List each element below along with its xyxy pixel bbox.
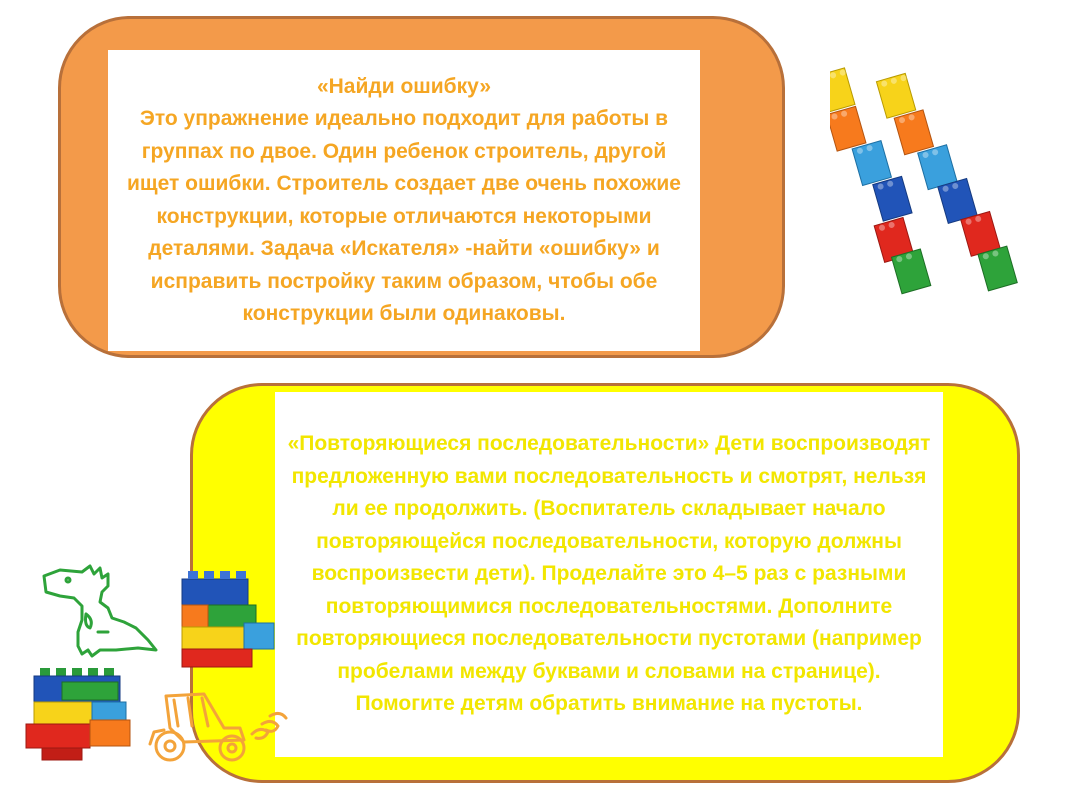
exercise-description: Это упражнение идеально подходит для работы в группах по двое. Один ребенок строитель, другой ищет ошибки. Строитель создает две очень похожие конструкции, которые отличаются некоторыми деталями. Задача «Искателя» -найти «ошибку» и исправить постройку таким образом, чтобы обе конструкции были одинаковы. [127,107,681,325]
exercise-description: «Повторяющиеся последовательности» Дети воспроизводят предложенную вами последовательность и смотрят, нельзя ли ее продолжить. (Воспитатель складывает начало повторяющейся последовательности, которую должны воспроизвести дети). Проделайте это 4–5 раз с разными повторяющимися последовательностями. Дополните повторяющиеся последовательности пустотами (например пробелами между буквами и словами на странице). Помогите детям обратить внимание на пустоты. [287,432,931,716]
exercise-title: «Найди ошибку» [316,74,492,98]
lego-strip-icon [830,55,1020,300]
lego-stack-icon [22,664,142,764]
exercise-card-find-mistake [108,50,700,351]
exercise-card-sequences [275,392,943,757]
dinosaur-outline-icon [38,562,158,662]
lego-tower-icon [178,565,278,670]
tractor-outline-icon [144,688,294,768]
